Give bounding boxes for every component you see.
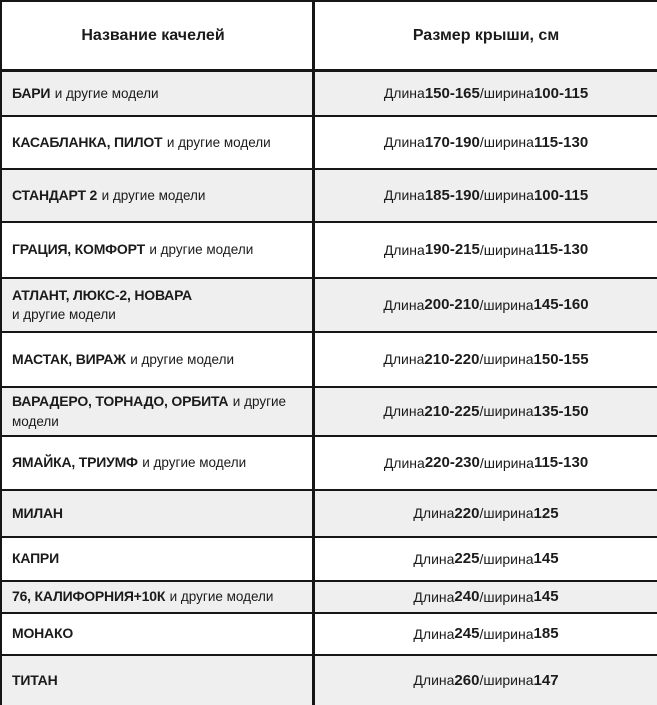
swing-name-text — [12, 624, 73, 643]
swing-name-cell — [2, 656, 315, 705]
swing-name-suffix: и другие модели — [166, 134, 271, 150]
width-value: 185 — [533, 625, 559, 642]
width-label: /ширина — [479, 588, 534, 605]
length-label: Длина — [383, 134, 425, 151]
width-label: /ширина — [479, 550, 534, 567]
width-label: /ширина — [479, 625, 534, 642]
length-value: 260 — [454, 671, 480, 689]
swing-name-text — [12, 671, 58, 690]
length-label: Длина — [383, 85, 425, 102]
table-header-row — [2, 2, 657, 72]
swing-name-cell — [2, 117, 315, 168]
roof-size-cell — [315, 614, 657, 654]
roof-size-cell — [315, 72, 657, 115]
swing-name-suffix: и другие модели — [101, 187, 206, 203]
swing-model-name: ГРАЦИЯ, КОМФОРТ — [12, 241, 145, 258]
length-value: 225 — [454, 550, 480, 567]
swing-name-suffix: и другие модели — [12, 394, 287, 429]
swing-name-cell — [2, 614, 315, 654]
swing-name-text — [12, 286, 192, 324]
width-value: 125 — [533, 504, 559, 522]
swing-name-cell — [2, 333, 315, 386]
swing-name-suffix: и другие модели — [54, 85, 159, 101]
swing-name-cell — [2, 582, 315, 612]
swing-name-text — [12, 549, 59, 568]
width-value: 115-130 — [533, 133, 589, 151]
swing-model-name: БАРИ — [12, 84, 51, 101]
swing-name-cell — [2, 72, 315, 115]
column-header-roof-size: Размер крыши, см — [412, 26, 560, 44]
roof-size-cell — [315, 656, 657, 705]
width-label: /ширина — [479, 351, 534, 368]
swing-model-name: МИЛАН — [12, 504, 63, 521]
swing-name-cell — [2, 279, 315, 331]
swing-model-name: МОНАКО — [12, 625, 74, 642]
swing-model-name: 76, КАЛИФОРНИЯ+10К — [12, 588, 166, 605]
length-label: Длина — [413, 588, 455, 605]
roof-size-cell — [315, 223, 657, 277]
length-value: 190-215 — [424, 241, 480, 258]
table-row — [2, 388, 657, 437]
width-value: 145 — [533, 550, 559, 567]
width-label: /ширина — [479, 241, 534, 258]
swing-name-suffix: и другие модели — [130, 351, 235, 367]
table-row — [2, 72, 657, 117]
roof-size-cell — [315, 582, 657, 612]
swing-name-text — [12, 84, 159, 103]
length-value: 245 — [454, 625, 480, 642]
swing-name-text — [12, 392, 304, 430]
swing-model-name: ЯМАЙКА, ТРИУМФ — [12, 454, 138, 471]
table-row — [2, 538, 657, 582]
swing-name-text — [12, 186, 205, 205]
width-value: 145-160 — [533, 296, 589, 313]
length-label: Длина — [413, 550, 455, 567]
swing-model-name: ВАРАДЕРО, ТОРНАДО, ОРБИТА — [12, 393, 229, 410]
table-row — [2, 614, 657, 656]
length-label: Длина — [383, 403, 425, 420]
column-header-swing-name: Название качелей — [2, 2, 315, 69]
swing-name-text — [12, 133, 271, 152]
width-label: /ширина — [479, 403, 534, 420]
table-row — [2, 117, 657, 170]
table-row — [2, 656, 657, 705]
swing-name-cell — [2, 538, 315, 580]
width-label: /ширина — [479, 454, 534, 471]
table-row — [2, 491, 657, 538]
width-value: 100-115 — [533, 186, 589, 204]
roof-size-cell — [315, 538, 657, 580]
length-label: Длина — [383, 296, 425, 313]
roof-size-cell — [315, 170, 657, 221]
width-value: 145 — [533, 588, 559, 605]
swing-model-name: АТЛАНТ, ЛЮКС-2, НОВАРА — [12, 286, 192, 303]
table-row — [2, 170, 657, 223]
swing-name-suffix: и другие модели — [149, 242, 254, 258]
width-value: 147 — [533, 671, 559, 689]
width-label: /ширина — [479, 134, 534, 151]
length-value: 210-225 — [424, 402, 480, 420]
table-body — [2, 72, 657, 705]
length-value: 220 — [454, 504, 480, 522]
roof-size-cell — [315, 117, 657, 168]
length-label: Длина — [383, 351, 425, 368]
roof-size-cell — [315, 279, 657, 331]
swing-model-name: КАПРИ — [12, 550, 59, 567]
width-value: 115-130 — [533, 454, 589, 471]
length-value: 170-190 — [424, 133, 480, 151]
swing-name-suffix: и другие модели — [142, 455, 247, 471]
width-label: /ширина — [479, 296, 534, 313]
length-label: Длина — [383, 241, 425, 258]
table-row — [2, 333, 657, 388]
length-value: 210-220 — [424, 350, 480, 368]
swing-model-name: ТИТАН — [12, 671, 58, 688]
roof-size-cell — [315, 437, 657, 489]
length-value: 220-230 — [424, 454, 480, 471]
length-label: Длина — [383, 454, 425, 471]
width-value: 150-155 — [533, 350, 589, 368]
width-value: 115-130 — [533, 241, 589, 258]
swing-name-cell — [2, 388, 315, 435]
swing-model-name: МАСТАК, ВИРАЖ — [12, 350, 126, 367]
roof-size-cell — [315, 491, 657, 536]
width-label: /ширина — [479, 85, 534, 102]
length-label: Длина — [413, 625, 455, 642]
roof-size-cell — [315, 388, 657, 435]
table-row — [2, 279, 657, 333]
swing-name-cell — [2, 223, 315, 277]
width-value: 135-150 — [533, 402, 589, 420]
swing-name-text — [12, 587, 273, 606]
length-label: Длина — [413, 505, 455, 522]
table-row — [2, 437, 657, 491]
swing-name-text — [12, 240, 253, 259]
width-label: /ширина — [479, 187, 534, 204]
length-value: 240 — [454, 588, 480, 605]
table-row — [2, 223, 657, 279]
width-value: 100-115 — [533, 84, 589, 102]
table-row — [2, 582, 657, 614]
length-value: 200-210 — [424, 296, 480, 313]
swing-name-text — [12, 504, 63, 523]
swing-name-suffix: и другие модели — [169, 589, 274, 605]
swing-name-text — [12, 350, 234, 369]
length-label: Длина — [383, 187, 425, 204]
swing-model-name: СТАНДАРТ 2 — [12, 186, 98, 203]
swing-name-text — [12, 453, 246, 472]
swing-name-cell — [2, 491, 315, 536]
swing-name-cell — [2, 437, 315, 489]
width-label: /ширина — [479, 505, 534, 522]
length-value: 185-190 — [424, 186, 480, 204]
swing-name-cell — [2, 170, 315, 221]
roof-size-cell — [315, 333, 657, 386]
length-label: Длина — [413, 672, 455, 689]
swing-name-suffix: и другие модели — [12, 307, 116, 322]
width-label: /ширина — [479, 672, 534, 689]
swing-model-name: КАСАБЛАНКА, ПИЛОТ — [12, 133, 163, 150]
length-value: 150-165 — [424, 84, 480, 102]
